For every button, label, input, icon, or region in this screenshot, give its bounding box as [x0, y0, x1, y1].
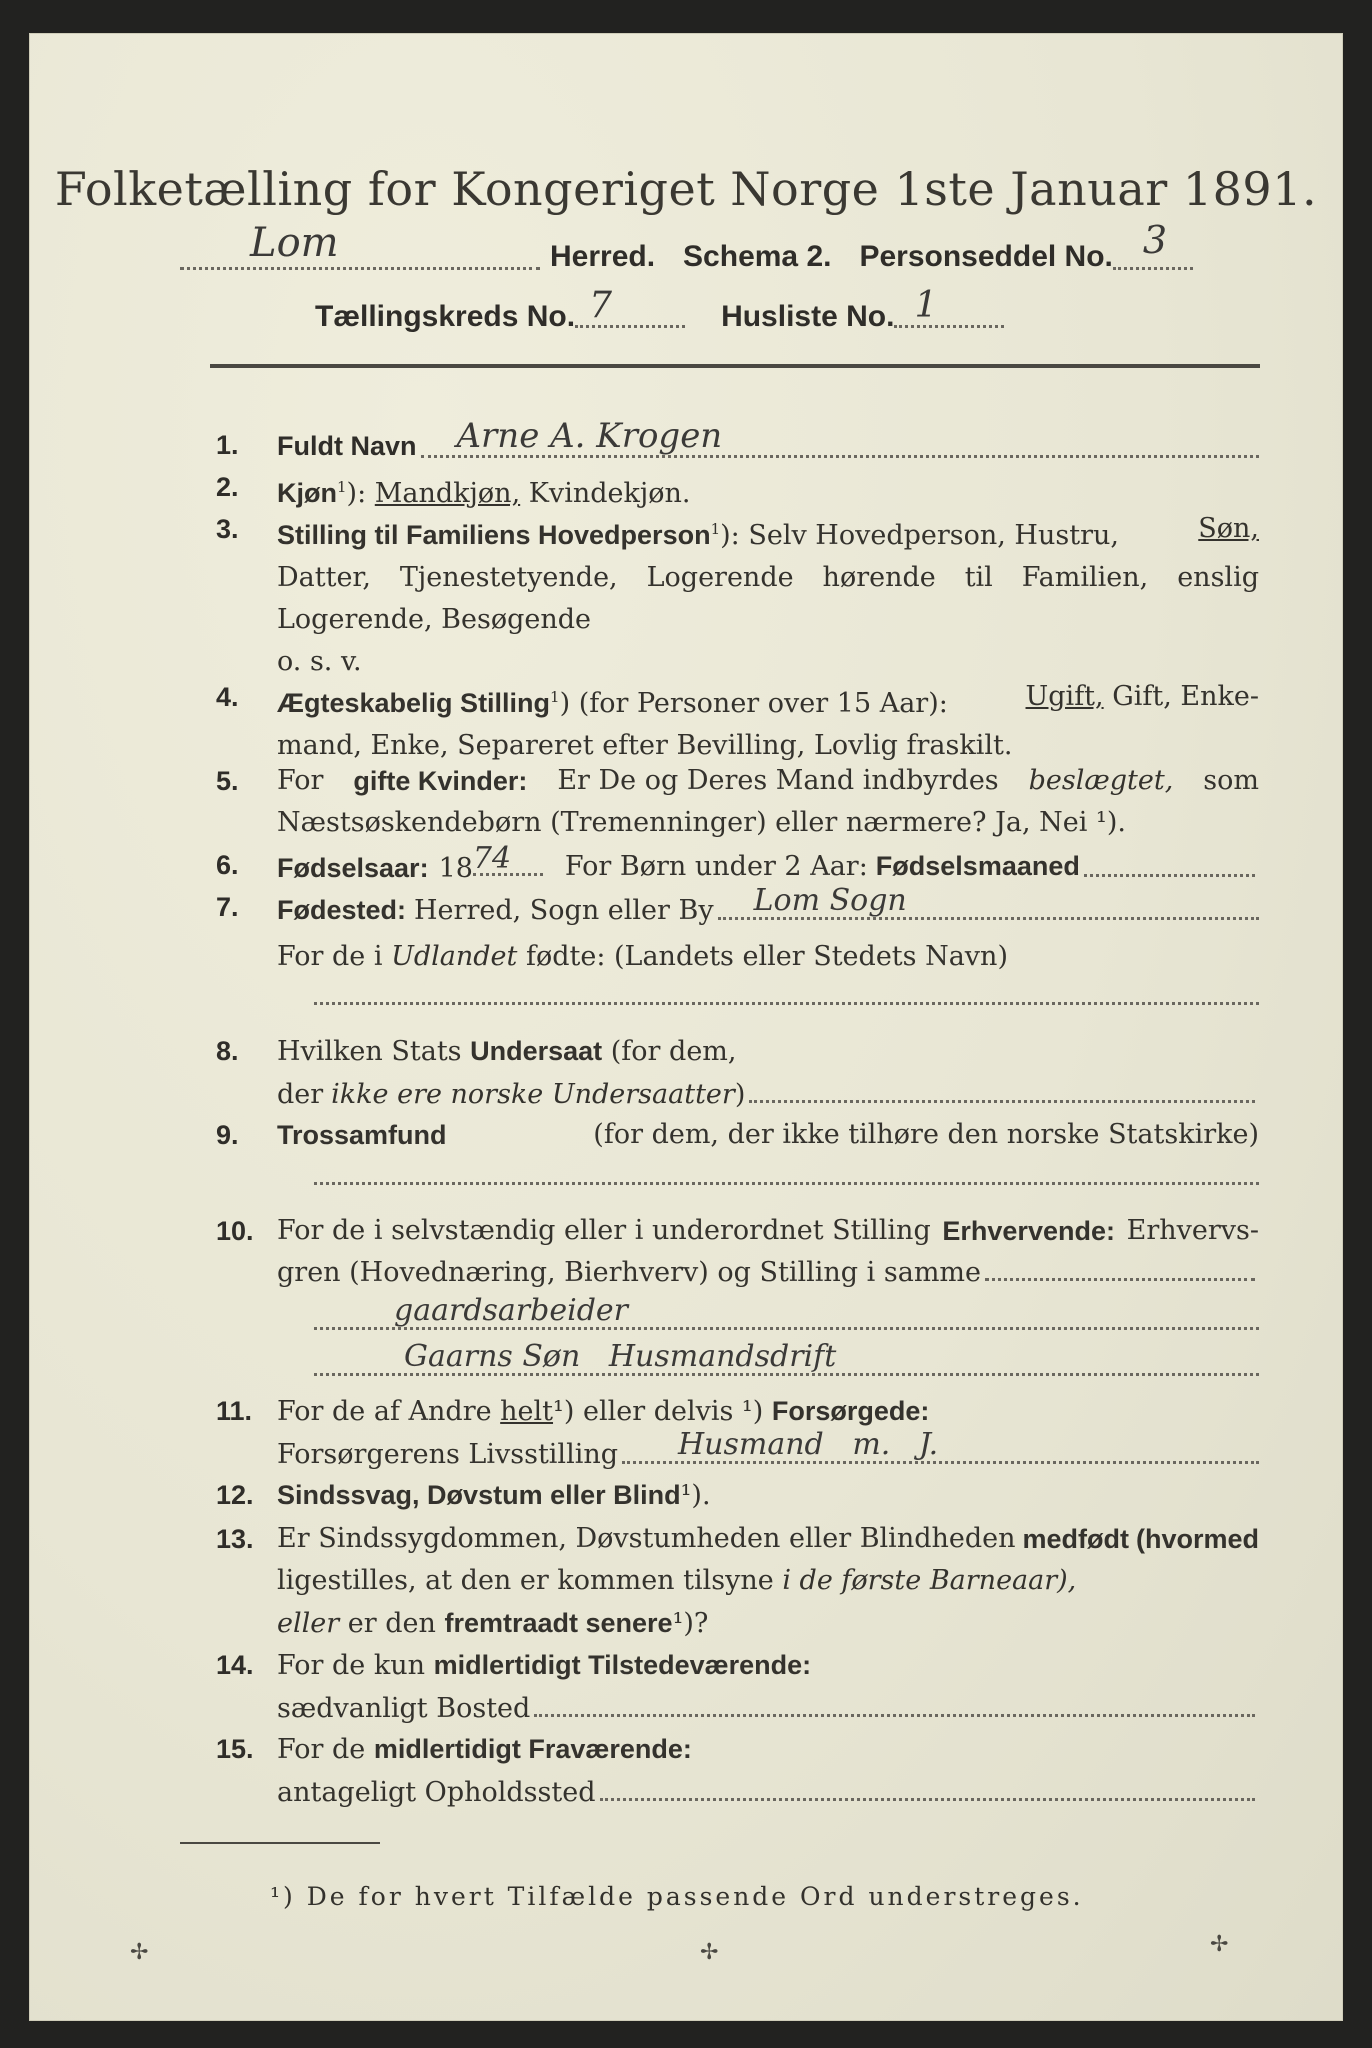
- q11-text1: For de af Andre: [277, 1396, 492, 1427]
- q7-udlandet: Udlandet: [391, 941, 518, 972]
- footnote-text: De for hvert Tilfælde passende Ord understreges.: [306, 1882, 1084, 1911]
- kreds-label: Tællingskreds No.: [315, 300, 576, 333]
- q4-text1: ) (for Personer over 15 Aar):: [559, 688, 948, 719]
- q7-text1: Herred, Sogn eller By: [414, 895, 714, 926]
- q2-option-mandkjon: Mandkjøn,: [374, 478, 521, 509]
- q5-text0: For: [277, 765, 324, 796]
- husliste-label: Husliste No.: [721, 300, 895, 333]
- q5-text1: Er De og Deres Mand indbyrdes: [557, 765, 999, 796]
- q9-number: 9.: [216, 1120, 239, 1150]
- footnote: [270, 1882, 1084, 1911]
- q13-line3a: er den: [347, 1608, 436, 1639]
- footnote-rule: [180, 1842, 380, 1844]
- q2-option-kvindekjon: Kvindekjøn.: [528, 478, 691, 509]
- q11-row2: [277, 1426, 1259, 1470]
- personseddel-field: [1113, 218, 1193, 274]
- q8-dotline: [749, 1100, 1255, 1103]
- q9-label: Trossamfund: [277, 1120, 447, 1150]
- q14-number: 14.: [216, 1650, 254, 1680]
- q13-line2: [277, 1560, 1259, 1602]
- q3-underlined-son: Søn,: [1198, 513, 1259, 544]
- q10-answer2-dotline: [314, 1373, 1259, 1376]
- q10-label: Erhvervende:: [942, 1216, 1115, 1246]
- q6-row: [277, 840, 1259, 884]
- q6-year-field: [473, 840, 543, 884]
- herred-value: Lom: [250, 220, 339, 266]
- q7-line2: [277, 936, 1259, 978]
- q6-label2: Fødselsmaaned: [875, 851, 1080, 881]
- q4-sup: 1: [550, 688, 560, 706]
- q6-dotline: [1084, 874, 1255, 877]
- q12-number: 12.: [216, 1480, 254, 1510]
- q3-label: Stilling til Familiens Hovedperson: [277, 520, 711, 550]
- q4-body: [277, 676, 1259, 767]
- q9-line1: [277, 1114, 1259, 1156]
- q7-answer: Lom Sogn: [753, 883, 907, 918]
- q13-label2: fremtraadt senere: [444, 1608, 673, 1638]
- q15-row2: [277, 1764, 1259, 1808]
- q15-number: 15.: [216, 1734, 254, 1764]
- scan-mark-right: ✢: [1210, 1932, 1229, 1957]
- kreds-dotline: [575, 325, 685, 328]
- q10-number: 10.: [216, 1216, 254, 1246]
- q13-label: medfødt: [1022, 1524, 1129, 1554]
- q6-text1: For Børn under 2 Aar:: [564, 851, 868, 882]
- q11-dotline: [622, 1461, 1259, 1464]
- q13-line3-italic: eller: [277, 1608, 340, 1639]
- q1-label: Fuldt Navn: [277, 431, 417, 461]
- q15-dotline: [600, 1798, 1256, 1801]
- q15-label: midlertidigt Fraværende:: [373, 1734, 692, 1764]
- footnote-sup: ¹): [270, 1882, 296, 1911]
- kreds-value: 7: [589, 285, 612, 326]
- q11-line2: Forsørgerens Livsstilling: [277, 1439, 619, 1470]
- q11-label: Forsørgede:: [771, 1396, 930, 1426]
- census-form-sheet: [30, 34, 1342, 2020]
- q10-answer2-field: [314, 1336, 1259, 1380]
- q13-line2-italic: i de første Barneaar),: [782, 1565, 1077, 1596]
- q13-line1: [277, 1518, 1259, 1560]
- q14-row2: [277, 1680, 1259, 1724]
- q3-line2: Datter, Tjenestetyende, Logerende hørende til Familien, enslig: [277, 562, 1259, 593]
- q13-line2a: ligestilles, at den er kommen tilsyne: [277, 1565, 774, 1596]
- husliste-field: [894, 285, 1004, 334]
- q8-number: 8.: [216, 1036, 239, 1066]
- q4-number: 4.: [216, 682, 239, 712]
- herred-field: [180, 220, 540, 274]
- schema-label: Schema 2.: [683, 240, 832, 273]
- q3-line3: Logerende, Besøgende: [277, 604, 591, 635]
- q10-answer1-dotline: [314, 1327, 1259, 1330]
- husliste-value: 1: [914, 285, 938, 326]
- q12-label: Sindssvag, Døvstum eller Blind: [277, 1480, 681, 1510]
- q10-answer2: Gaarns Søn Husmandsdrift: [404, 1339, 837, 1374]
- q8-label: Undersaat: [470, 1036, 603, 1066]
- q7-dotline: [718, 917, 1259, 920]
- q13-text1: Er Sindssygdommen, Døvstumheden eller Blindheden: [277, 1523, 1016, 1554]
- personseddel-label: Personseddel No.: [859, 240, 1113, 273]
- q10-text2: Erhvervs-: [1126, 1215, 1259, 1246]
- q3-line4: o. s. v.: [277, 646, 362, 677]
- q7-label: Fødested:: [277, 895, 407, 925]
- q2-number: 2.: [216, 472, 239, 502]
- q7-row: [277, 882, 1259, 926]
- q10-text1: For de i selvstændig eller i underordnet Stilling: [277, 1215, 931, 1246]
- q12-text1: ¹).: [680, 1480, 711, 1511]
- q5-body: [277, 760, 1259, 844]
- q3-number: 3.: [216, 514, 239, 544]
- kreds-row: [315, 285, 1004, 334]
- q7-field: [714, 882, 1259, 926]
- q7-line2b: fødte: (Landets eller Stedets Navn): [525, 941, 1008, 972]
- q10-answer1: gaardsarbeider: [394, 1293, 628, 1328]
- q13-line3: [277, 1602, 1259, 1645]
- personseddel-dotline: [1113, 267, 1193, 270]
- q15-text1: For de: [277, 1734, 366, 1765]
- q10-answer1-field: [314, 1290, 1259, 1334]
- personseddel-value: 3: [1142, 218, 1168, 262]
- scan-mark-center: ✢: [700, 1940, 719, 1965]
- kreds-field: [575, 285, 685, 334]
- herred-dotline: [180, 267, 540, 270]
- herred-label: Herred.: [550, 240, 656, 273]
- q13-body: [277, 1518, 1259, 1645]
- q5-line1: [277, 760, 1259, 802]
- q2-label: Kjøn: [277, 478, 337, 508]
- q13-number: 13.: [216, 1524, 254, 1554]
- q5-label: gifte Kvinder:: [353, 766, 528, 796]
- q3-sup: 1: [710, 520, 721, 538]
- q5-number: 5.: [216, 766, 239, 796]
- q8-line2-italic: ikke ere norske Undersaatter: [331, 1079, 735, 1110]
- q4-line2: mand, Enke, Separeret efter Bevilling, Lovlig fraskilt.: [277, 730, 1013, 761]
- q3-text1: ): Selv Hovedperson, Hustru,: [720, 520, 1119, 551]
- q9-text1: (for dem, der ikke tilhøre den norske Statskirke): [593, 1119, 1259, 1150]
- q11-field: [618, 1426, 1259, 1470]
- q4-label: Ægteskabelig Stilling: [277, 688, 551, 718]
- q6-year-dotline: [473, 873, 543, 876]
- q11-number: 11.: [216, 1396, 253, 1426]
- q10-row2: [277, 1244, 1259, 1288]
- q14-line2: sædvanligt Bosted: [277, 1693, 531, 1724]
- q8-line2b: ): [734, 1079, 746, 1110]
- q4-underlined-ugift: Ugift,: [1025, 681, 1104, 712]
- q8-line2a: der: [277, 1079, 324, 1110]
- q10-line2: gren (Hovednæring, Bierhverv) og Stilling i samme: [277, 1257, 982, 1288]
- q7-line2a: For de i: [277, 941, 383, 972]
- q11-answer: Husmand m. J.: [678, 1427, 939, 1462]
- header-rule: [210, 364, 1260, 368]
- q7-number: 7.: [216, 892, 239, 922]
- q11-text2: ¹) eller delvis ¹): [553, 1396, 764, 1427]
- q6-number: 6.: [216, 850, 239, 880]
- q12-line1: [277, 1474, 1259, 1517]
- q8-text2: (for dem,: [610, 1036, 737, 1067]
- q10-line2-dotline: [985, 1278, 1255, 1281]
- q5-text2: som: [1203, 765, 1259, 796]
- husliste-dotline: [894, 325, 1004, 328]
- q6-year-prefix: 18: [438, 853, 473, 884]
- q7-udland-dotline: [314, 1002, 1259, 1005]
- q9-dotline: [314, 1182, 1259, 1185]
- q6-year-value: 74: [472, 841, 512, 876]
- q5-line2: Næstsøskendebørn (Tremenninger) eller nærmere? Ja, Nei ¹).: [277, 807, 1126, 838]
- q8-text1: Hvilken Stats: [277, 1036, 462, 1067]
- q5-italic: beslægtet,: [1028, 765, 1174, 796]
- q14-label: midlertidigt Tilstedeværende:: [433, 1650, 812, 1680]
- q1-number: 1.: [216, 430, 239, 460]
- scan-mark-left: ✢: [130, 1940, 149, 1965]
- q3-line1: [277, 508, 1259, 557]
- form-title: Folketælling for Kongeriget Norge 1ste Januar 1891.: [54, 162, 1318, 216]
- herred-row: [180, 218, 1260, 274]
- q15-line2: antageligt Opholdssted: [277, 1777, 596, 1808]
- q1-field: [417, 418, 1260, 462]
- q6-label: Fødselsaar:: [277, 853, 429, 883]
- q2-sup: 1: [337, 478, 347, 496]
- q13-line3b: ¹)?: [672, 1608, 709, 1639]
- q14-text1: For de kun: [277, 1650, 425, 1681]
- q1-answer: Arne A. Krogen: [456, 416, 723, 456]
- q1-row: [277, 418, 1259, 462]
- q8-row2: [277, 1066, 1259, 1110]
- q1-dotline: [421, 455, 1260, 458]
- q13-text2: (hvormed: [1135, 1524, 1259, 1554]
- q4-line1: [277, 676, 1259, 725]
- q4-text2: Gift, Enke-: [1112, 681, 1259, 712]
- q14-dotline: [534, 1714, 1255, 1717]
- q3-body: [277, 508, 1259, 683]
- q11-underlined-helt: helt: [500, 1396, 554, 1427]
- q2-sep: ):: [346, 478, 367, 509]
